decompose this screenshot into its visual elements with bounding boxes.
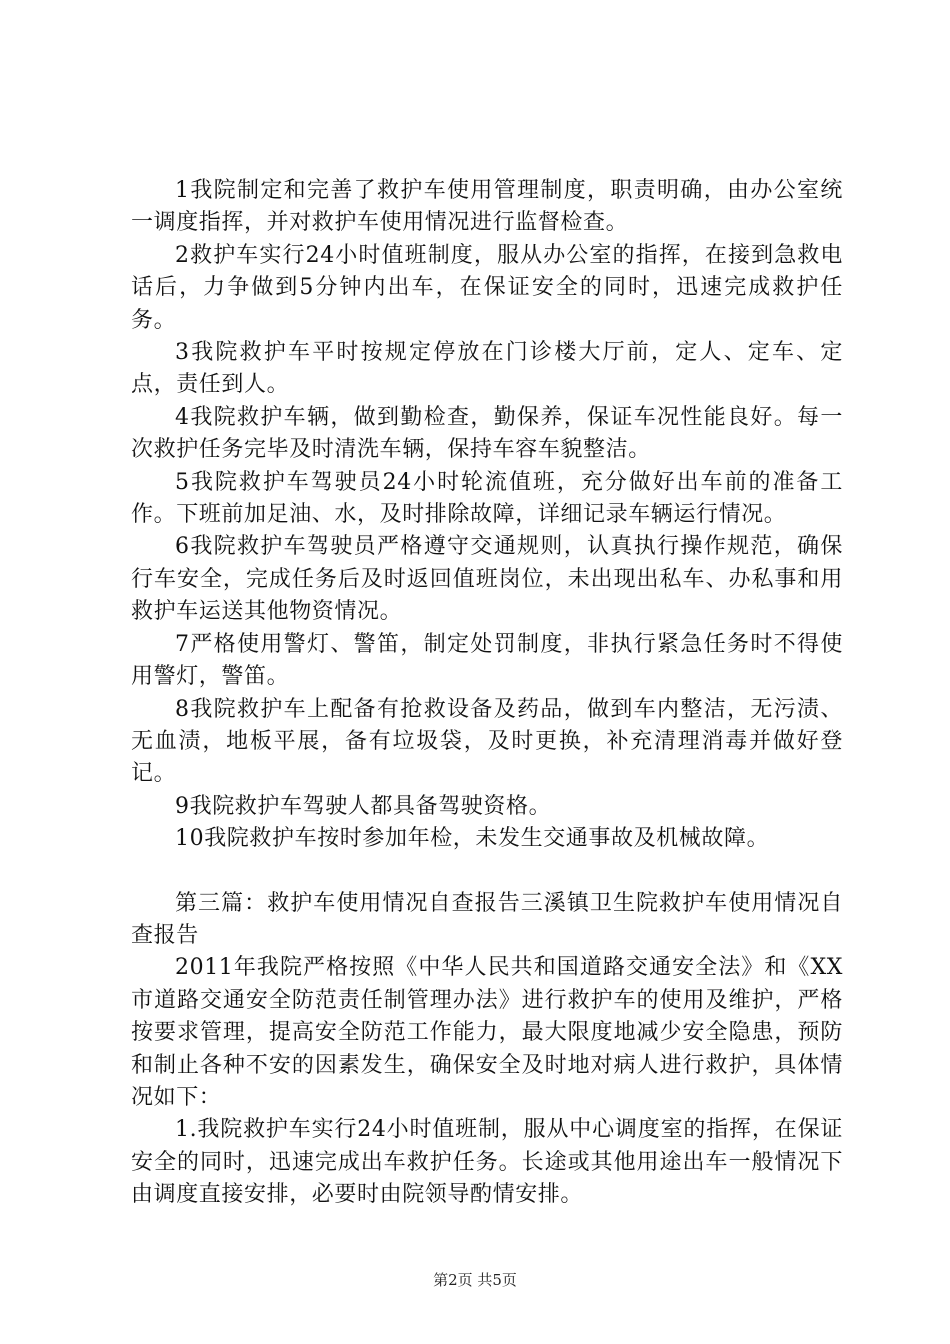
- paragraph-item-3: 3我院救护车平时按规定停放在门诊楼大厅前，定人、定车、定点，责任到人。: [131, 340, 843, 398]
- document-body: [131, 175, 843, 1212]
- section-intro: 2011年我院严格按照《中华人民共和国道路交通安全法》和《XX市道路交通安全防范责任制管理办法》进行救护车的使用及维护，严格按要求管理，提高安全防范工作能力，最大限度地减少安全隐患，预防和制止各种不安的因素发生，确保安全及时地对病人进行救护，具体情况如下：: [131, 955, 843, 1110]
- page-number-footer: 第2页 共5页: [433, 1271, 517, 1289]
- paragraph-item-8: 8我院救护车上配备有抢救设备及药品，做到车内整洁，无污渍、无血渍，地板平展，备有垃圾袋，及时更换，补充清理消毒并做好登记。: [131, 696, 843, 787]
- paragraph-item-2: 2救护车实行24小时值班制度，服从办公室的指挥，在接到急救电话后，力争做到5分钟内出车，在保证安全的同时，迅速完成救护任务。: [131, 242, 843, 333]
- section-item-1: 1.我院救护车实行24小时值班制，服从中心调度室的指挥，在保证安全的同时，迅速完成出车救护任务。长途或其他用途出车一般情况下由调度直接安排，必要时由院领导酌情安排。: [131, 1117, 843, 1208]
- section-heading: 第三篇：救护车使用情况自查报告三溪镇卫生院救护车使用情况自查报告: [131, 890, 843, 948]
- paragraph-item-4: 4我院救护车辆，做到勤检查，勤保养，保证车况性能良好。每一次救护任务完毕及时清洗车辆，保持车容车貌整洁。: [131, 404, 843, 463]
- paragraph-item-7: 7严格使用警灯、警笛，制定处罚制度，非执行紧急任务时不得使用警灯，警笛。: [131, 631, 843, 690]
- section-spacer: [131, 856, 843, 888]
- paragraph-item-5: 5我院救护车驾驶员24小时轮流值班，充分做好出车前的准备工作。下班前加足油、水，及时排除故障，详细记录车辆运行情况。: [131, 469, 843, 528]
- paragraph-item-10: 10我院救护车按时参加年检，未发生交通事故及机械故障。: [175, 826, 770, 852]
- paragraph-item-6: 6我院救护车驾驶员严格遵守交通规则，认真执行操作规范，确保行车安全，完成任务后及时返回值班岗位，未出现出私车、办私事和用救护车运送其他物资情况。: [131, 534, 843, 625]
- paragraph-item-9: 9我院救护车驾驶人都具备驾驶资格。: [175, 793, 552, 819]
- paragraph-item-1: 1我院制定和完善了救护车使用管理制度，职责明确，由办公室统一调度指挥，并对救护车使用情况进行监督检查。: [131, 178, 843, 236]
